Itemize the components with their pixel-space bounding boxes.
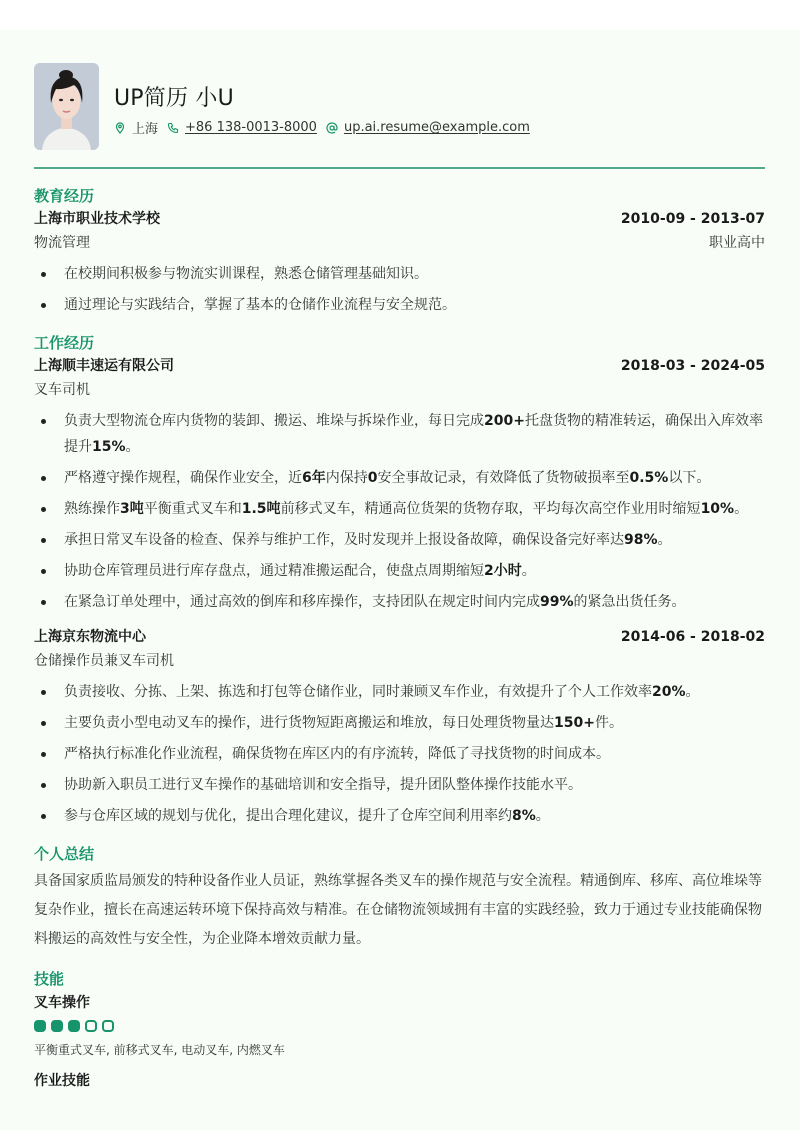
map-pin-icon: [114, 122, 126, 134]
summary-text: 具备国家质监局颁发的特种设备作业人员证，熟练掌握各类叉车的操作规范与安全流程。精通倒库、移库、高位堆垛等复杂作业，擅长在高速运转环境下保持高效与精准。在仓储物流领域拥有丰富的实践经验，致力于通过专业技能确保物料搬运的高效性与安全性，为企业降本增效贡献力量。: [34, 873, 762, 947]
job-subheader: [34, 649, 765, 673]
rating-dot-empty: [102, 1020, 114, 1032]
education-bullets: [34, 261, 765, 318]
resume-page: [0, 30, 800, 1130]
skill-name: 作业技能: [34, 1073, 90, 1089]
contact-location: [114, 118, 158, 137]
job-header: [34, 354, 765, 378]
job-header: [34, 625, 765, 649]
header-divider: [34, 167, 765, 169]
education-header: [34, 207, 765, 231]
skill-description: 平衡重式叉车, 前移式叉车, 电动叉车, 内燃叉车: [34, 1043, 285, 1057]
resume-header: [34, 63, 766, 151]
education-subheader: [34, 231, 765, 255]
list-item: 负责接收、分拣、上架、拣选和打包等仓储作业，同时兼顾叉车作业，有效提升了个人工作效率20%。: [34, 679, 765, 705]
job-subheader: [34, 378, 765, 402]
skill-item: [34, 1068, 765, 1094]
job-dates: 2014-06 - 2018-02: [620, 629, 765, 645]
work-section: [34, 332, 765, 829]
major: 物流管理: [34, 235, 90, 251]
avatar: [34, 63, 99, 150]
contact-phone: [167, 120, 317, 135]
candidate-name: UP简历 小U: [114, 86, 234, 111]
job-bullets: [34, 408, 765, 615]
company-name: 上海京东物流中心: [34, 629, 146, 645]
phone-link[interactable]: +86 138-0013-8000: [185, 120, 317, 135]
list-item: 协助新入职员工进行叉车操作的基础培训和安全指导，提升团队整体操作技能水平。: [34, 772, 765, 798]
section-title: 工作经历: [34, 334, 95, 352]
skill-rating: [34, 1018, 765, 1034]
degree: 职业高中: [709, 235, 765, 251]
phone-icon: [167, 122, 179, 134]
resume-content: [34, 185, 765, 1108]
skill-name: 叉车操作: [34, 995, 90, 1011]
list-item: 熟练操作3吨平衡重式叉车和1.5吨前移式叉车，精通高位货架的货物存取，平均每次高空作业用时缩短10%。: [34, 496, 765, 522]
contact-info: [114, 118, 539, 137]
skill-item: [34, 990, 765, 1060]
list-item: 在校期间积极参与物流实训课程，熟悉仓储管理基础知识。: [34, 261, 765, 287]
job-role: 仓储操作员兼叉车司机: [34, 653, 174, 669]
company-name: 上海顺丰速运有限公司: [34, 358, 174, 374]
education-section: [34, 185, 765, 318]
list-item: 在紧急订单处理中，通过高效的倒库和移库操作，支持团队在规定时间内完成99%的紧急出货任务。: [34, 589, 765, 615]
at-sign-icon: [326, 122, 338, 134]
list-item: 严格遵守操作规程，确保作业安全，近6年内保持0安全事故记录，有效降低了货物破损率至0.5%以下。: [34, 465, 765, 491]
email-link[interactable]: up.ai.resume@example.com: [343, 120, 530, 135]
section-title: 技能: [34, 970, 65, 988]
list-item: 负责大型物流仓库内货物的装卸、搬运、堆垛与拆垛作业，每日完成200+托盘货物的精准转运，确保出入库效率提升15%。: [34, 408, 765, 460]
list-item: 承担日常叉车设备的检查、保养与维护工作，及时发现并上报设备故障，确保设备完好率达98%。: [34, 527, 765, 553]
school-name: 上海市职业技术学校: [34, 211, 160, 227]
job-role: 叉车司机: [34, 382, 90, 398]
rating-dot-filled: [51, 1020, 63, 1032]
list-item: 协助仓库管理员进行库存盘点，通过精准搬运配合，使盘点周期缩短2小时。: [34, 558, 765, 584]
skills-section: [34, 968, 765, 1094]
list-item: 参与仓库区域的规划与优化，提出合理化建议，提升了仓库空间利用率约8%。: [34, 803, 765, 829]
section-title: 教育经历: [34, 187, 95, 205]
portrait-image: [34, 63, 99, 150]
education-dates: 2010-09 - 2013-07: [620, 211, 765, 227]
location-text: 上海: [132, 122, 159, 137]
rating-dot-filled: [68, 1020, 80, 1032]
rating-dot-empty: [85, 1020, 97, 1032]
list-item: 通过理论与实践结合，掌握了基本的仓储作业流程与安全规范。: [34, 292, 765, 318]
job-bullets: [34, 679, 765, 829]
contact-email: [326, 120, 530, 135]
section-title: 个人总结: [34, 845, 95, 863]
list-item: 严格执行标准化作业流程，确保货物在库区内的有序流转，降低了寻找货物的时间成本。: [34, 741, 765, 767]
job-dates: 2018-03 - 2024-05: [620, 358, 765, 374]
job-entry: [34, 354, 765, 615]
rating-dot-filled: [34, 1020, 46, 1032]
job-entry: [34, 625, 765, 829]
list-item: 主要负责小型电动叉车的操作，进行货物短距离搬运和堆放，每日处理货物量达150+件。: [34, 710, 765, 736]
summary-section: [34, 843, 765, 954]
